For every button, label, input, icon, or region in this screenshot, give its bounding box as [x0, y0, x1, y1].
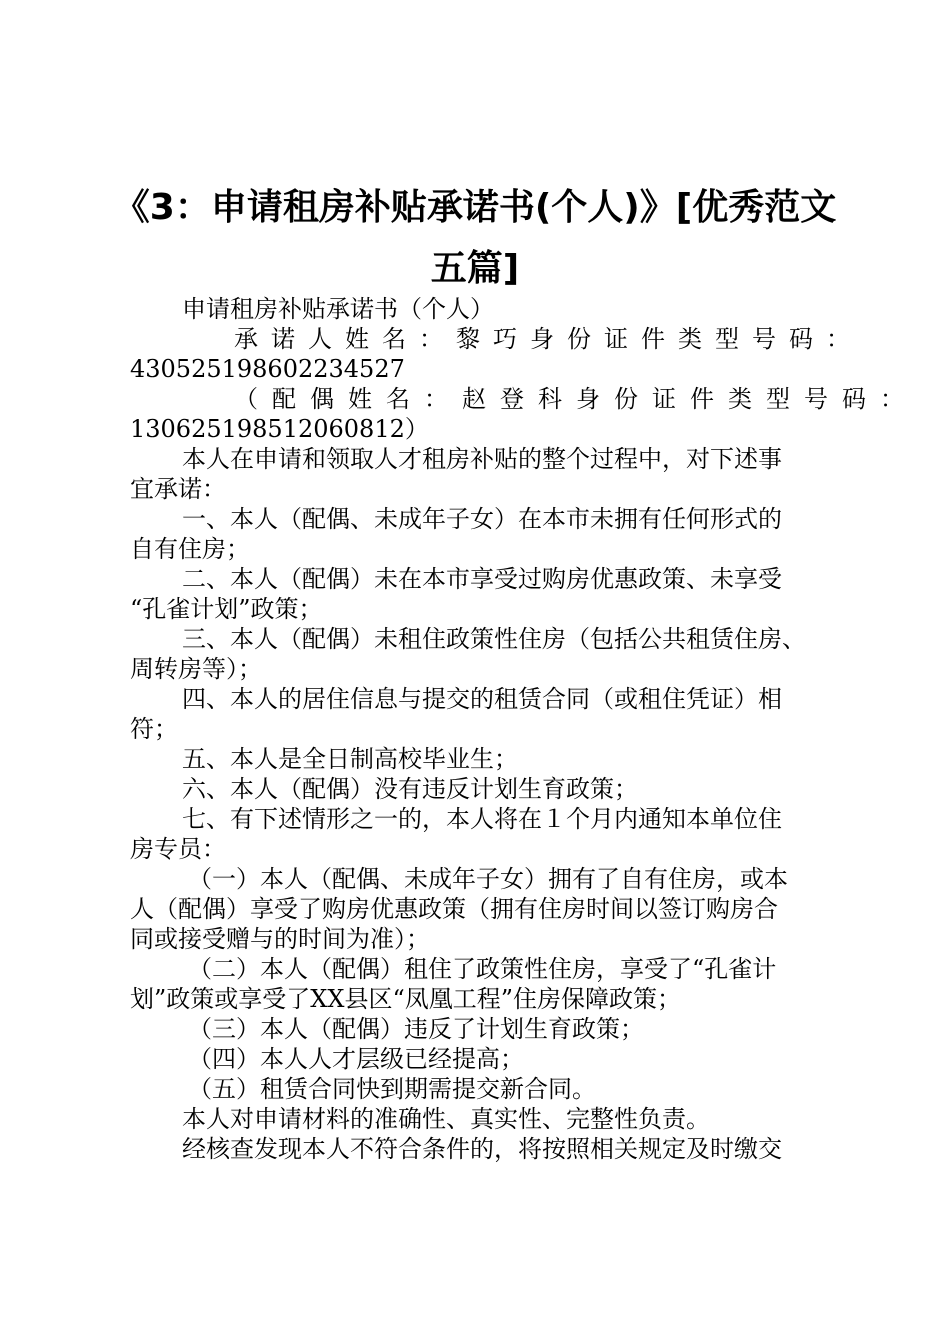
clause-3: 三、本人（配偶）未租住政策性住房（包括公共租赁住房、	[182, 625, 806, 653]
spouse-line: （配偶姓名：赵登科身份证件类型号码：	[234, 385, 918, 413]
promisor-id: 430525198602234527	[130, 355, 405, 383]
paragraph-verification: 经核查发现本人不符合条件的，将按照相关规定及时缴交	[182, 1135, 782, 1163]
clause-4-cont: 符；	[130, 715, 178, 743]
clause-2-cont: “孔雀计划”政策；	[130, 595, 323, 623]
clause-7-cont: 房专员：	[130, 835, 226, 863]
sub-clause-3: （三）本人（配偶）违反了计划生育政策；	[188, 1015, 644, 1043]
sub-clause-2-cont: 划”政策或享受了XX县区“凤凰工程”住房保障政策；	[130, 985, 681, 1013]
clause-6: 六、本人（配偶）没有违反计划生育政策；	[182, 775, 638, 803]
clause-3-cont: 周转房等）；	[130, 655, 262, 683]
document-body	[130, 294, 918, 1164]
document-title-line-1: 《3：申请租房补贴承诺书(个人)》[优秀范文	[113, 187, 837, 228]
sub-clause-4: （四）本人人才层级已经提高；	[188, 1045, 524, 1073]
clause-7: 七、有下述情形之一的，本人将在１个月内通知本单位住	[182, 805, 782, 833]
sub-clause-2: （二）本人（配偶）租住了政策性住房，享受了“孔雀计	[188, 955, 777, 983]
paragraph-intro-cont: 宜承诺：	[130, 475, 226, 503]
clause-1: 一、本人（配偶、未成年子女）在本市未拥有任何形式的	[182, 505, 782, 533]
promisor-line: 承诺人姓名：黎巧身份证件类型号码：	[234, 325, 863, 353]
clause-4: 四、本人的居住信息与提交的租赁合同（或租住凭证）相	[182, 685, 782, 713]
sub-clause-1-cont: 人（配偶）享受了购房优惠政策（拥有住房时间以签订购房合	[130, 895, 778, 923]
document-title-line-2: 五篇]	[430, 248, 520, 289]
subtitle: 申请租房补贴承诺书（个人）	[182, 295, 494, 323]
clause-1-cont: 自有住房；	[130, 535, 250, 563]
spouse-id: 13062519851206081​2）	[130, 415, 429, 443]
sub-clause-1: （一）本人（配偶、未成年子女）拥有了自有住房，或本	[188, 865, 788, 893]
clause-5: 五、本人是全日制高校毕业生；	[182, 745, 518, 773]
clause-2: 二、本人（配偶）未在本市享受过购房优惠政策、未享受	[182, 565, 782, 593]
sub-clause-5: （五）租赁合同快到期需提交新合同。	[188, 1075, 596, 1103]
paragraph-responsibility: 本人对申请材料的准确性、真实性、完整性负责。	[182, 1105, 710, 1133]
paragraph-intro: 本人在申请和领取人才租房补贴的整个过程中，对下述事	[182, 445, 782, 473]
sub-clause-1-cont-2: 同或接受赠与的时间为准）；	[130, 925, 430, 953]
